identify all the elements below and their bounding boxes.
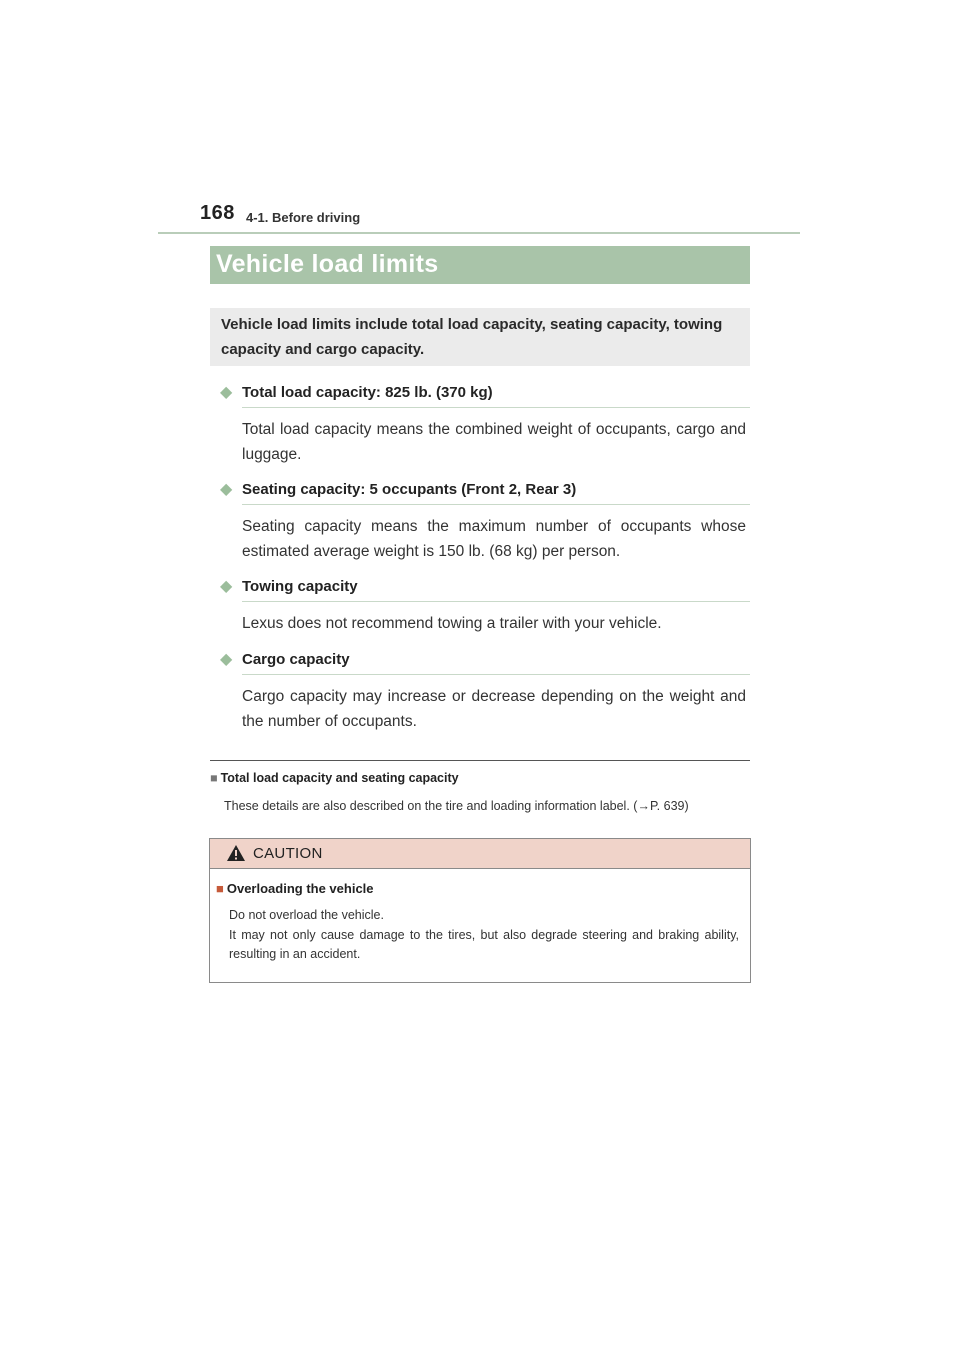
item-body-seating: Seating capacity means the maximum number of occupants whose estimated average weight is 150 lb. (68 kg) per person.	[242, 518, 746, 560]
item-rule	[242, 674, 750, 675]
item-body-total-load: Total load capacity means the combined weight of occupants, cargo and luggage.	[242, 421, 746, 463]
caution-line: It may not only cause damage to the tires, but also degrade steering and braking ability, resulting in an accident.	[229, 927, 739, 961]
caution-line: Do not overload the vehicle.	[229, 908, 384, 922]
square-bullet-icon: ■	[210, 771, 218, 785]
item-heading-cargo	[220, 649, 350, 669]
item-rule	[242, 407, 750, 408]
note-heading-text: Total load capacity and seating capacity	[220, 771, 459, 785]
diamond-bullet-icon: ◆	[220, 481, 233, 498]
section-heading: 4-1. Before driving	[246, 210, 361, 225]
caution-label: CAUTION	[253, 845, 323, 862]
item-heading-text: Seating capacity: 5 occupants (Front 2, Rear 3)	[242, 481, 577, 498]
item-heading-towing	[220, 576, 358, 596]
note-body: These details are also described on the tire and loading information label. (→P. 639)	[224, 799, 689, 813]
diamond-bullet-icon: ◆	[220, 578, 233, 595]
item-rule	[242, 504, 750, 505]
item-body-towing: Lexus does not recommend towing a trailer with your vehicle.	[242, 615, 662, 632]
caution-heading-text: Overloading the vehicle	[226, 881, 374, 896]
section-divider	[210, 760, 750, 761]
item-body-cargo: Cargo capacity may increase or decrease depending on the weight and the number of occupants.	[242, 688, 746, 730]
caution-heading	[216, 881, 374, 896]
item-heading-text: Towing capacity	[242, 578, 358, 595]
note-heading	[210, 771, 459, 785]
item-rule	[242, 601, 750, 602]
item-heading-text: Cargo capacity	[242, 651, 350, 668]
item-heading-text: Total load capacity: 825 lb. (370 kg)	[242, 384, 493, 401]
diamond-bullet-icon: ◆	[220, 651, 233, 668]
intro-text: Vehicle load limits include total load capacity, seating capacity, towing capacity and cargo capacity.	[221, 316, 723, 358]
warning-triangle-icon	[226, 844, 246, 862]
square-bullet-icon: ■	[216, 881, 224, 896]
caution-text	[229, 906, 739, 965]
item-heading-seating	[220, 479, 576, 499]
diamond-bullet-icon: ◆	[220, 384, 233, 401]
header-rule	[158, 232, 800, 234]
item-heading-total-load	[220, 382, 493, 402]
page-number: 168	[200, 202, 235, 224]
page-title: Vehicle load limits	[216, 250, 439, 278]
